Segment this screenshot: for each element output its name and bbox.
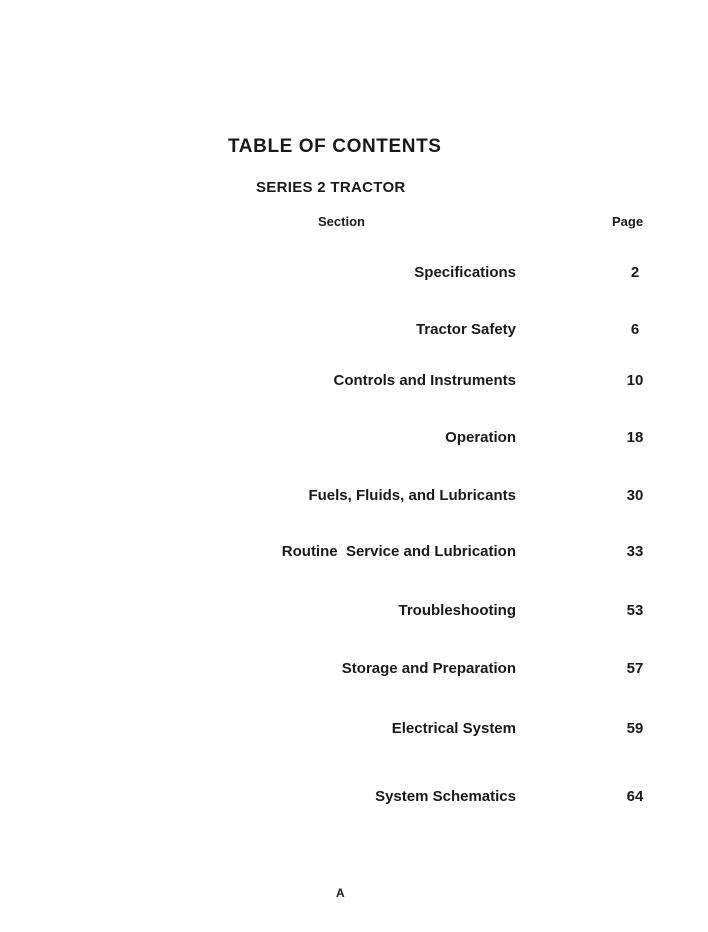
- page-column-header: Page: [612, 214, 644, 229]
- toc-entry-page: 10: [626, 372, 644, 389]
- toc-entry-label: Tractor Safety: [415, 321, 516, 338]
- toc-entry-label: Operation: [445, 429, 516, 446]
- toc-entry: [200, 487, 660, 507]
- toc-entry-label: Electrical System: [391, 720, 516, 737]
- toc-entry: [200, 372, 660, 392]
- toc-entry-label: Troubleshooting: [398, 602, 516, 619]
- toc-entry-page: 53: [626, 602, 644, 619]
- toc-entry-label: Specifications: [414, 264, 516, 281]
- toc-entry-page: 18: [626, 429, 644, 446]
- toc-entry-page: 64: [626, 788, 644, 805]
- toc-entry-page: 30: [626, 487, 644, 504]
- page-footer-letter: A: [336, 886, 345, 900]
- page-subtitle: SERIES 2 TRACTOR: [256, 179, 406, 196]
- toc-entry-label: Routine Service and Lubrication: [281, 543, 516, 560]
- toc-entry: [200, 429, 660, 449]
- toc-entry-page: 2: [630, 264, 640, 281]
- toc-entry-page: 59: [626, 720, 644, 737]
- toc-entry: [200, 321, 660, 341]
- toc-entry-label: Controls and Instruments: [333, 372, 516, 389]
- toc-entry: [200, 788, 660, 808]
- toc-entry-label: Fuels, Fluids, and Lubricants: [308, 487, 516, 504]
- section-column-header: Section: [318, 214, 365, 229]
- toc-entry-page: 57: [626, 660, 644, 677]
- toc-entry: [200, 264, 660, 284]
- toc-entry-page: 33: [626, 543, 644, 560]
- toc-entry-label: System Schematics: [375, 788, 516, 805]
- toc-entry-page: 6: [630, 321, 640, 338]
- page-title: TABLE OF CONTENTS: [228, 136, 442, 157]
- toc-entry-label: Storage and Preparation: [341, 660, 516, 677]
- toc-entry: [200, 720, 660, 740]
- toc-entry: [200, 602, 660, 622]
- toc-entry: [200, 543, 660, 563]
- toc-entry: [200, 660, 660, 680]
